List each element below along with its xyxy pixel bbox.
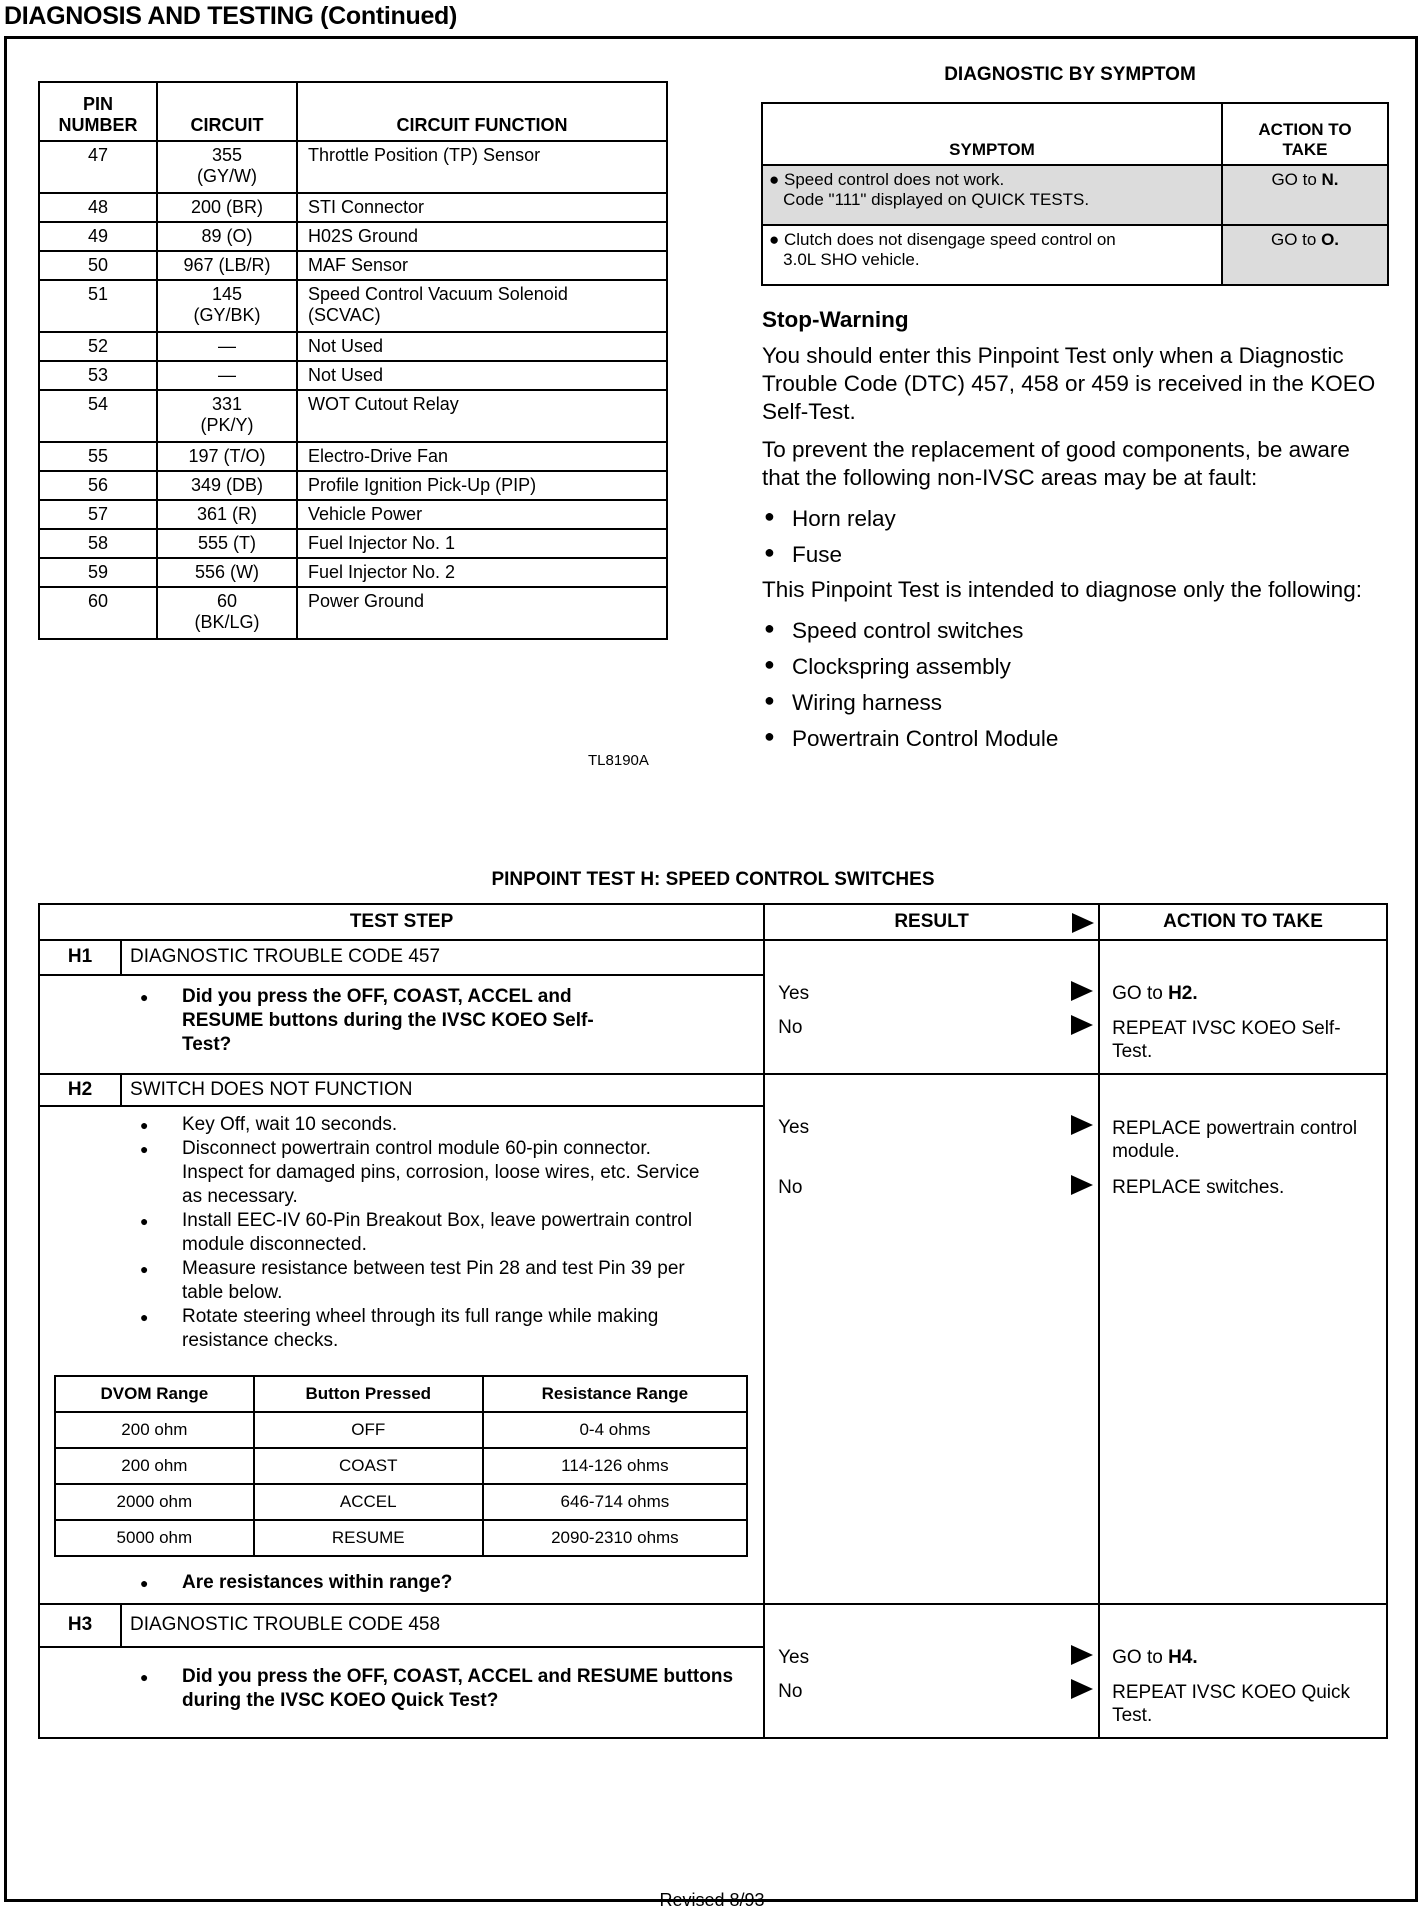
result-yes: Yes: [778, 983, 810, 1004]
pin-number-text: 59: [87, 562, 109, 582]
dvom-range: 2000 ohm: [55, 1484, 254, 1520]
pin-number-text: 55: [87, 446, 109, 466]
pin-number-text: 57: [87, 504, 109, 524]
pin-number: [39, 361, 157, 390]
circuit-text: 331: [211, 394, 243, 414]
circuit: [157, 280, 297, 332]
col-dvom-range: DVOM Range: [55, 1376, 254, 1412]
pin-number: [39, 500, 157, 529]
circuit-text: 349 (DB): [190, 475, 264, 495]
resistance-range: 114-126 ohms: [483, 1448, 747, 1484]
step-instruction: ● Disconnect powertrain control module 60-pin connector. Inspect for damaged pins, corrosion, loose wires, etc. Service as necessary.: [140, 1137, 702, 1209]
circuit-function-text: Power Ground: [308, 591, 425, 611]
circuit-text: 145: [211, 284, 243, 304]
result-cell: [764, 1604, 1099, 1738]
pin-number: [39, 558, 157, 587]
pinpoint-heading: PINPOINT TEST H: SPEED CONTROL SWITCHES: [491, 869, 935, 890]
pin-row: [39, 222, 667, 251]
circuit-function: [297, 442, 667, 471]
circuit-text: 555 (T): [197, 533, 257, 553]
circuit-function: [297, 471, 667, 500]
symptom-row: [762, 225, 1388, 285]
step-id: H3: [39, 1604, 121, 1647]
circuit: [157, 587, 297, 639]
result-no: No: [778, 1681, 803, 1702]
circuit-function-text: H02S Ground: [308, 226, 419, 246]
area-item: ● Horn relay: [762, 506, 1392, 532]
circuit-text: 60: [216, 591, 238, 611]
step-question: ● Are resistances within range?: [140, 1571, 702, 1595]
circuit-text: 200 (BR): [190, 197, 264, 217]
action-target: H2.: [1168, 983, 1198, 1004]
circuit: [157, 251, 297, 280]
circuit-function-text: Profile Ignition Pick-Up (PIP): [308, 475, 537, 495]
circuit: [157, 332, 297, 361]
result-cell: [764, 940, 1099, 1074]
circuit-function-text: STI Connector: [308, 197, 425, 217]
arrow-icon: [1071, 1115, 1093, 1135]
step-header-h2: [39, 1074, 1387, 1106]
circuit-function-text: (SCVAC): [308, 305, 381, 325]
circuit-function: [297, 587, 667, 639]
pin-number: [39, 442, 157, 471]
pin-number: [39, 251, 157, 280]
circuit-function: [297, 361, 667, 390]
circuit-function: [297, 141, 667, 193]
diagnose-item: ● Wiring harness: [762, 690, 1392, 716]
circuit-function-text: Electro-Drive Fan: [308, 446, 449, 466]
pin-row: [39, 193, 667, 222]
col-action-to-take: ACTION TO TAKE: [1099, 904, 1387, 940]
pin-number: [39, 587, 157, 639]
symptom-heading: DIAGNOSTIC BY SYMPTOM: [944, 64, 1196, 85]
step-title: SWITCH DOES NOT FUNCTION: [121, 1074, 764, 1106]
pin-number: [39, 529, 157, 558]
arrow-icon: [1071, 981, 1093, 1001]
step-header-h3: [39, 1604, 1387, 1647]
result-yes: Yes: [778, 1647, 810, 1668]
diagnose-item: ● Clockspring assembly: [762, 654, 1392, 680]
result-yes: Yes: [778, 1117, 810, 1138]
circuit: [157, 222, 297, 251]
circuit-function-text: WOT Cutout Relay: [308, 394, 459, 414]
circuit-text: 967 (LB/R): [183, 255, 271, 275]
circuit-function-text: Speed Control Vacuum Solenoid: [308, 284, 568, 304]
resistance-range: 0-4 ohms: [483, 1412, 747, 1448]
action-cell: [1099, 1074, 1387, 1604]
pin-row: [39, 361, 667, 390]
pin-number-text: 56: [87, 475, 109, 495]
step-instruction: ● Install EEC-IV 60-Pin Breakout Box, leave powertrain control module disconnected.: [140, 1209, 702, 1257]
circuit-function: [297, 390, 667, 442]
resistance-row: [55, 1520, 747, 1556]
arrow-icon: [1071, 1015, 1093, 1035]
circuit-function-text: Not Used: [308, 336, 384, 356]
pin-row: [39, 587, 667, 639]
circuit: [157, 471, 297, 500]
resistance-table-body: [55, 1412, 747, 1556]
symptom-cell: ● Speed control does not work. Code "111" displayed on QUICK TESTS.: [762, 165, 1222, 225]
symptom-table: [761, 102, 1389, 286]
pin-number-text: 58: [87, 533, 109, 553]
action-cell: [1099, 940, 1387, 1074]
diagnose-item: ● Speed control switches: [762, 618, 1392, 644]
action-text: GO to: [1271, 170, 1322, 189]
col-circuit-function: CIRCUIT FUNCTION: [297, 82, 667, 141]
pinpoint-table: [38, 903, 1388, 1739]
pin-row: [39, 442, 667, 471]
pin-number: [39, 332, 157, 361]
col-result: [764, 904, 1099, 940]
circuit-function-text: Throttle Position (TP) Sensor: [308, 145, 541, 165]
pin-number: [39, 222, 157, 251]
pin-row: [39, 251, 667, 280]
dvom-range: 200 ohm: [55, 1412, 254, 1448]
pin-row: [39, 500, 667, 529]
pin-row: [39, 529, 667, 558]
resistance-row: [55, 1448, 747, 1484]
circuit-function: [297, 332, 667, 361]
circuit-function: [297, 222, 667, 251]
pin-row: [39, 390, 667, 442]
figure-label: TL8190A: [588, 752, 649, 769]
step-title: DIAGNOSTIC TROUBLE CODE 457: [121, 940, 764, 975]
stop-warning-p3: This Pinpoint Test is intended to diagnose only the following:: [762, 577, 1362, 602]
pin-row: [39, 332, 667, 361]
pin-number-text: 47: [87, 145, 109, 165]
resistance-row: [55, 1412, 747, 1448]
result-cell: [764, 1074, 1099, 1604]
result-label: RESULT: [894, 911, 969, 932]
circuit-function: [297, 558, 667, 587]
circuit-text: (GY/BK): [193, 305, 261, 325]
pin-number-text: 54: [87, 394, 109, 414]
action-target: H4.: [1168, 1647, 1198, 1668]
action-text: REPLACE switches.: [1112, 1177, 1285, 1198]
action-text: REPLACE powertrain control module.: [1112, 1118, 1358, 1162]
action-target: O.: [1321, 230, 1340, 249]
action-cell: [1222, 165, 1388, 225]
col-circuit: CIRCUIT: [157, 82, 297, 141]
step-question: ● Did you press the OFF, COAST, ACCEL and RESUME buttons during the IVSC KOEO Self-Test?: [140, 985, 642, 1057]
symptom-text: Speed control does not work.: [784, 170, 1005, 189]
circuit-text: —: [218, 365, 236, 385]
circuit-function-text: Not Used: [308, 365, 384, 385]
circuit-text: (BK/LG): [194, 612, 260, 632]
pin-row: [39, 471, 667, 500]
circuit: [157, 529, 297, 558]
step-question: ● Did you press the OFF, COAST, ACCEL and RESUME buttons during the IVSC KOEO Quick Test?: [140, 1665, 742, 1713]
circuit-function: [297, 280, 667, 332]
pin-number: [39, 280, 157, 332]
circuit-function-text: Fuel Injector No. 1: [308, 533, 456, 553]
step-body: [39, 1106, 764, 1604]
result-no: No: [778, 1017, 803, 1038]
pin-row: [39, 558, 667, 587]
circuit-text: —: [218, 336, 236, 356]
circuit-function-text: Fuel Injector No. 2: [308, 562, 456, 582]
arrow-icon: [1071, 1679, 1093, 1699]
pin-number: [39, 193, 157, 222]
pin-number: [39, 141, 157, 193]
circuit-function: [297, 500, 667, 529]
col-button-pressed: Button Pressed: [254, 1376, 483, 1412]
step-header-h1: [39, 940, 1387, 975]
pin-table: [38, 81, 668, 640]
step-id: H2: [39, 1074, 121, 1106]
step-instruction: ● Key Off, wait 10 seconds.: [140, 1113, 702, 1137]
circuit-text: (GY/W): [197, 166, 257, 186]
symptom-text: Clutch does not disengage speed control on: [784, 230, 1116, 249]
step-instruction: ● Measure resistance between test Pin 28 and test Pin 39 per table below.: [140, 1257, 702, 1305]
col-action: ACTION TO TAKE: [1222, 103, 1388, 165]
stop-warning-p1: You should enter this Pinpoint Test only when a Diagnostic Trouble Code (DTC) 457, 458 or 459 is received in the KOEO Self-Test.: [762, 343, 1376, 424]
stop-warning-title: Stop-Warning: [762, 307, 909, 332]
action-text: GO to: [1112, 983, 1169, 1004]
dvom-range: 200 ohm: [55, 1448, 254, 1484]
pin-row: [39, 141, 667, 193]
circuit-text: 89 (O): [201, 226, 253, 246]
step-body: [39, 1647, 764, 1738]
pin-number-text: 50: [87, 255, 109, 275]
resistance-range: 2090-2310 ohms: [483, 1520, 747, 1556]
circuit: [157, 558, 297, 587]
stop-warning-section: [762, 306, 1392, 762]
area-item: ● Fuse: [762, 542, 1392, 568]
stop-warning-p2: To prevent the replacement of good components, be aware that the following non-IVSC areas may be at fault:: [762, 437, 1350, 490]
page-title: DIAGNOSIS AND TESTING (Continued): [4, 2, 458, 30]
button-pressed: OFF: [254, 1412, 483, 1448]
pin-table-body: [39, 141, 667, 639]
step-id: H1: [39, 940, 121, 975]
action-text: REPEAT IVSC KOEO Self-Test.: [1112, 1018, 1341, 1062]
pin-number-text: 52: [87, 336, 109, 356]
circuit-text: 556 (W): [194, 562, 259, 582]
action-text: GO to: [1270, 230, 1322, 249]
circuit-text: (PK/Y): [200, 415, 254, 435]
circuit-function: [297, 529, 667, 558]
pin-number-text: 60: [87, 591, 109, 611]
diagnose-item: ● Powertrain Control Module: [762, 726, 1392, 752]
circuit-text: 197 (T/O): [188, 446, 266, 466]
resistance-range: 646-714 ohms: [483, 1484, 747, 1520]
symptom-cell: ● Clutch does not disengage speed control on 3.0L SHO vehicle.: [762, 225, 1222, 285]
circuit: [157, 361, 297, 390]
col-test-step: TEST STEP: [39, 904, 764, 940]
step-title: DIAGNOSTIC TROUBLE CODE 458: [121, 1604, 764, 1647]
col-resistance-range: Resistance Range: [483, 1376, 747, 1412]
pin-number: [39, 390, 157, 442]
circuit: [157, 193, 297, 222]
result-no: No: [778, 1177, 803, 1198]
action-target: N.: [1321, 170, 1339, 189]
step-body: [39, 975, 764, 1074]
button-pressed: ACCEL: [254, 1484, 483, 1520]
dvom-range: 5000 ohm: [55, 1520, 254, 1556]
circuit-text: 361 (R): [196, 504, 258, 524]
action-text: REPEAT IVSC KOEO Quick Test.: [1112, 1682, 1351, 1726]
pin-number-text: 51: [87, 284, 109, 304]
action-cell: [1222, 225, 1388, 285]
symptom-text: 3.0L SHO vehicle.: [783, 250, 920, 269]
pin-number-text: 53: [87, 365, 109, 385]
pin-number-text: 49: [87, 226, 109, 246]
circuit-text: 355: [211, 145, 243, 165]
circuit: [157, 141, 297, 193]
step-instruction: ● Rotate steering wheel through its full range while making resistance checks.: [140, 1305, 702, 1353]
symptom-row: [762, 165, 1388, 225]
arrow-icon: [1071, 1175, 1093, 1195]
footer-revision: Revised 8/93: [659, 1890, 765, 1910]
resistance-row: [55, 1484, 747, 1520]
circuit-function: [297, 193, 667, 222]
button-pressed: RESUME: [254, 1520, 483, 1556]
symptom-text: Code "111" displayed on QUICK TESTS.: [783, 190, 1090, 209]
resistance-table: [54, 1375, 748, 1557]
circuit: [157, 500, 297, 529]
circuit: [157, 442, 297, 471]
pin-number: [39, 471, 157, 500]
arrow-icon: [1071, 1645, 1093, 1665]
col-symptom: SYMPTOM: [762, 103, 1222, 165]
circuit-function-text: MAF Sensor: [308, 255, 409, 275]
arrow-icon: [1072, 913, 1094, 933]
circuit-function-text: Vehicle Power: [308, 504, 423, 524]
circuit: [157, 390, 297, 442]
action-cell: [1099, 1604, 1387, 1738]
button-pressed: COAST: [254, 1448, 483, 1484]
action-text: GO to: [1112, 1647, 1169, 1668]
circuit-function: [297, 251, 667, 280]
col-pin-number: PIN NUMBER: [39, 82, 157, 141]
pin-row: [39, 280, 667, 332]
pin-number-text: 48: [87, 197, 109, 217]
